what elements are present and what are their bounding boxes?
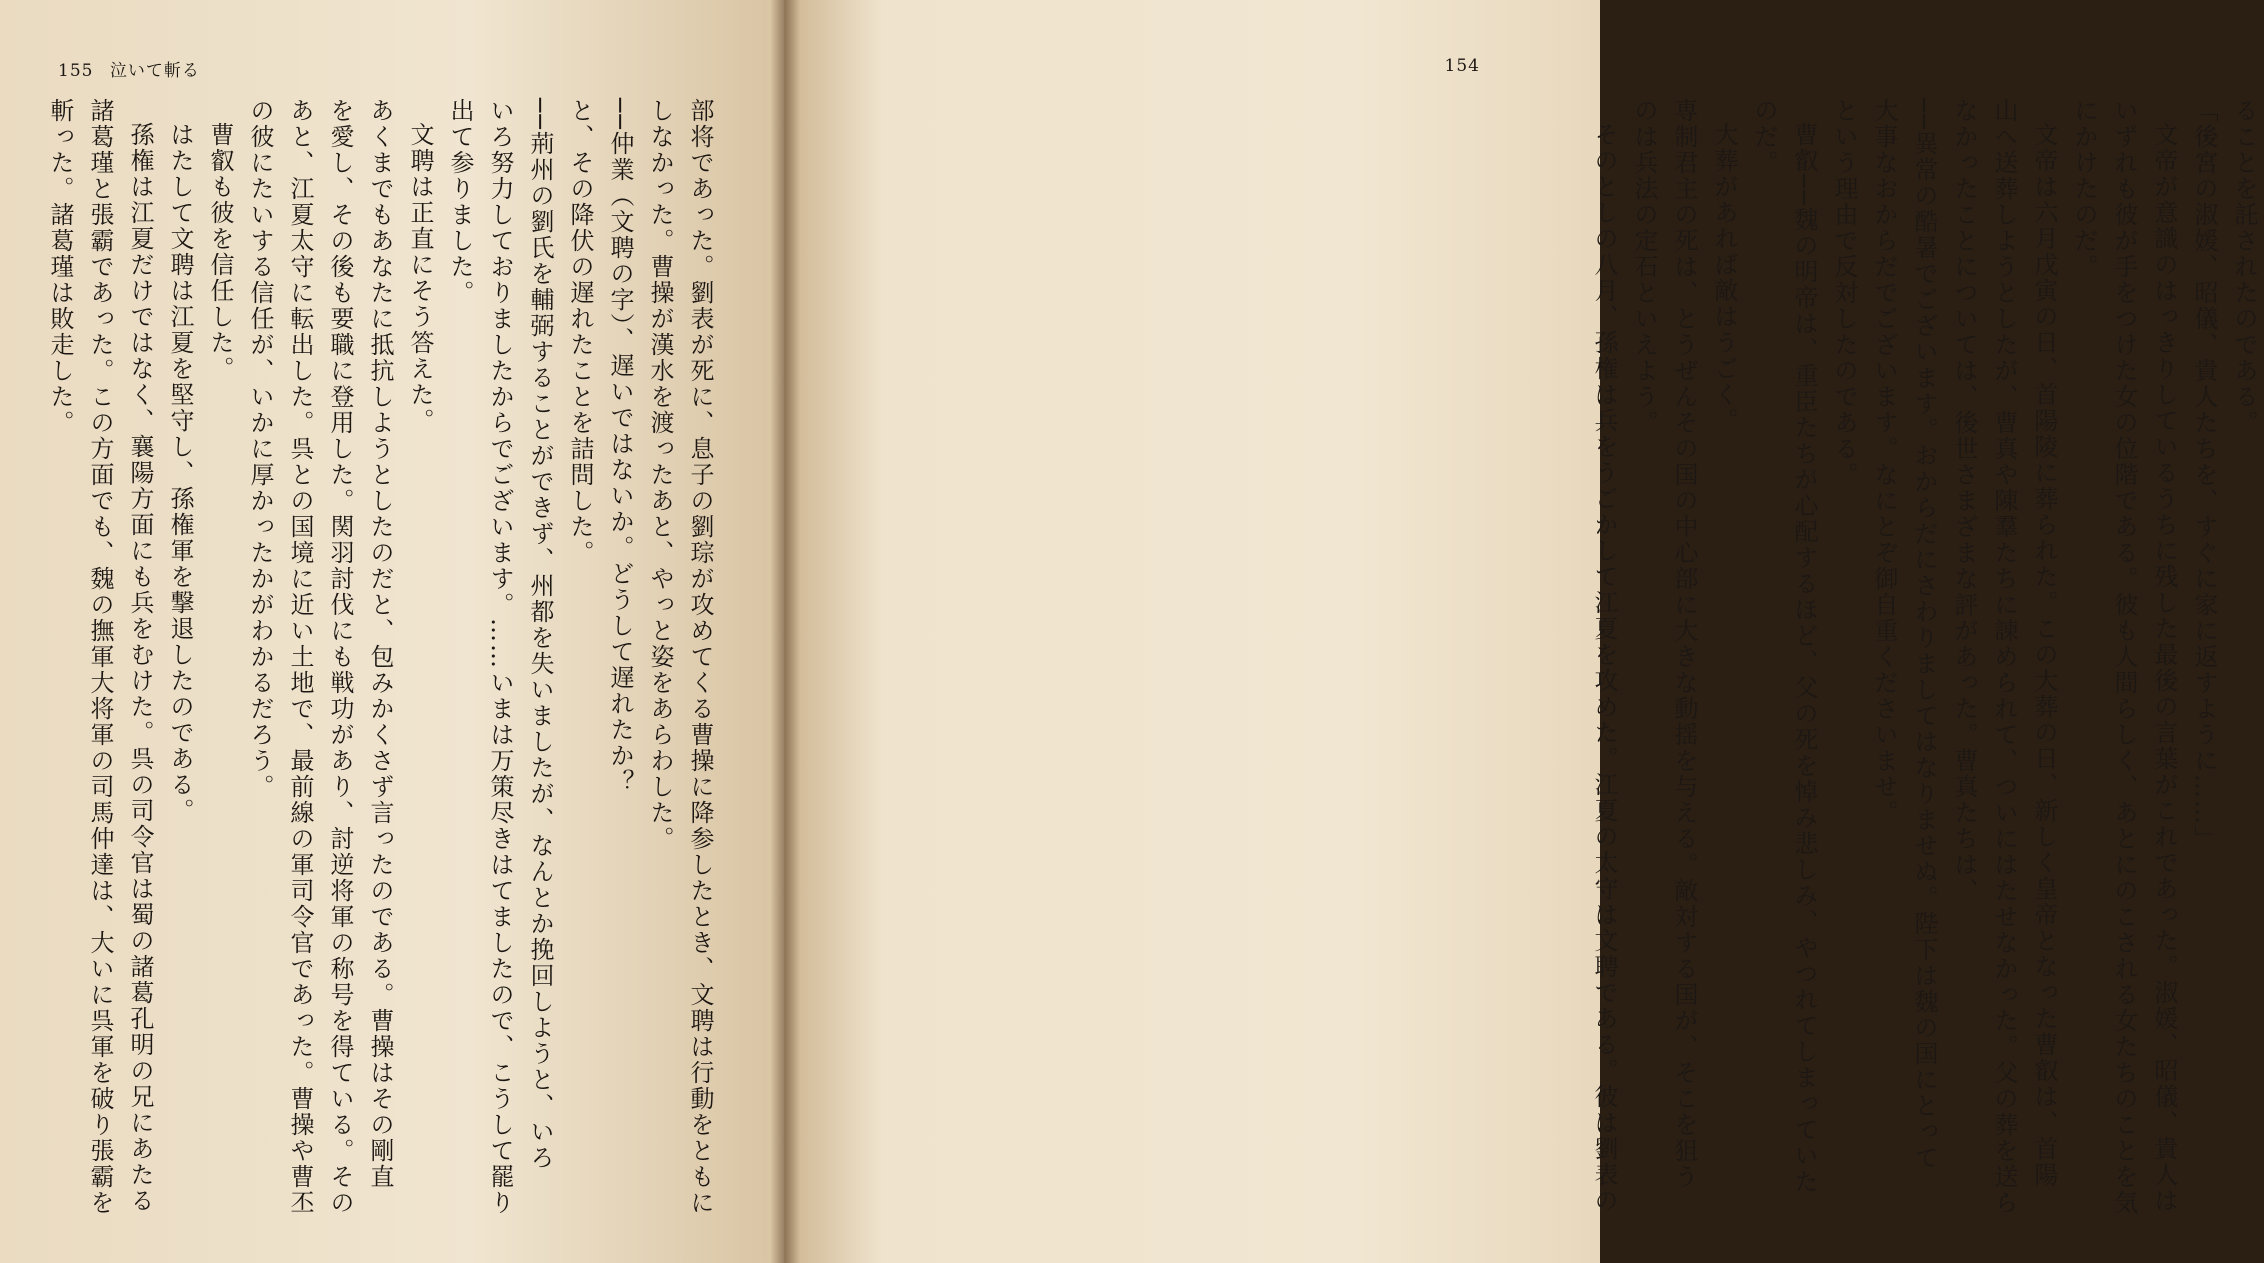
text-column: という理由で反対したのである。 xyxy=(1830,98,1858,488)
text-column: にかけたのだ。 xyxy=(2070,98,2098,280)
text-column: ──異常の酷暑でございます。おからだにさわりましてはなりませぬ。陛下は魏の国にとって xyxy=(1910,98,1938,1171)
text-column: と、その降伏の遅れたことを詰問した。 xyxy=(566,98,594,566)
text-column: 「後宮の淑媛、昭儀、貴人たちを、すぐに家に返すように……」 xyxy=(2190,98,2218,852)
running-head: 泣いて斬る xyxy=(109,61,200,81)
text-column: ることを託されたのである。 xyxy=(2230,98,2258,436)
right-page-text xyxy=(1590,98,2264,1216)
left-page-header xyxy=(58,56,200,81)
text-column: しなかった。曹操が漢水を渡ったあと、やっと姿をあらわした。 xyxy=(646,98,674,852)
right-page xyxy=(784,0,2258,1263)
text-column: 専制君主の死は、とうぜんその国の中心部に大きな動揺を与える。敵対する国が、そこを狙う xyxy=(1670,98,1698,1190)
text-column: 諸葛瑾と張霸であった。この方面でも、魏の撫軍大将軍の司馬仲達は、大いに呉軍を破り張霸を xyxy=(86,98,114,1216)
text-column: はたして文聘は江夏を堅守し、孫権軍を撃退したのである。 xyxy=(166,122,194,824)
text-column: 出て参りました。 xyxy=(446,98,474,306)
text-column: ──荊州の劉氏を輔弼することができず、州都を失いましたが、なんとか挽回しようと、いろ xyxy=(526,98,554,1171)
text-column: なかったことについては、後世さまざまな評があった。曹真たちは、 xyxy=(1950,98,1978,904)
text-column: 大事なおからだでございます。なにとぞ御自重くださいませ。 xyxy=(1870,98,1898,826)
text-column: 斬った。諸葛瑾は敗走した。 xyxy=(46,98,74,436)
text-column: いずれも彼が手をつけた女の位階である。彼も人間らしく、あとにのこされる女たちのことを気 xyxy=(2110,98,2138,1216)
right-page-header xyxy=(1445,56,1480,76)
text-column: 文帝が意識のはっきりしているうちに残した最後の言葉がこれであった。淑媛、昭儀、貴人は xyxy=(2150,122,2178,1214)
text-column: 曹叡も彼を信任した。 xyxy=(206,122,234,382)
left-page-number: 155 xyxy=(58,61,94,81)
text-column: 部将であった。劉表が死に、息子の劉琮が攻めてくる曹操に降参したとき、文聘は行動をともに xyxy=(686,98,714,1216)
text-column: を愛し、その後も要職に登用した。関羽討伐にも戦功があり、討逆将軍の称号を得ている。その xyxy=(326,98,354,1216)
text-column: 文聘は正直にそう答えた。 xyxy=(406,122,434,434)
book-gutter xyxy=(770,0,800,1263)
right-page-number: 154 xyxy=(1444,56,1480,76)
text-column: いろ努力しておりましたからでございます。……いまは万策尽きはてましたので、こうして罷り xyxy=(486,98,514,1216)
text-column: のだ。 xyxy=(1750,98,1778,176)
text-column: あと、江夏太守に転出した。呉との国境に近い土地で、最前線の軍司令官であった。曹操や曹丕 xyxy=(286,98,314,1216)
text-column: 曹叡──魏の明帝は、重臣たちが心配するほど、父の死を悼み悲しみ、やつれてしまっていた xyxy=(1790,122,1818,1195)
text-column: 文帝は六月戊寅の日、首陽陵に葬られた。この大葬の日、新しく皇帝となった曹叡は、首陽 xyxy=(2030,122,2058,1188)
text-column: のは兵法の定石といえよう。 xyxy=(1630,98,1658,436)
text-column: 山へ送葬しようとしたが、曹真や陳羣たちに諫められて、ついにはたせなかった。父の葬を送ら xyxy=(1990,98,2018,1216)
text-column: あくまでもあなたに抵抗しようとしたのだと、包みかくさず言ったのである。曹操はその剛直 xyxy=(366,98,394,1190)
text-column: 孫権は江夏だけではなく、襄陽方面にも兵をむけた。呉の司令官は蜀の諸葛孔明の兄にあたる xyxy=(126,122,154,1214)
left-page-text xyxy=(46,98,720,1216)
text-column: の彼にたいする信任が、いかに厚かったかがわかるだろう。 xyxy=(246,98,274,800)
left-page xyxy=(0,0,784,1263)
text-column: 大葬があれば敵はうごく。 xyxy=(1710,122,1738,434)
text-column: そのとしの八月、孫権は兵をうごかして江夏を攻めた。江夏の太守は文聘である。彼は劉表の xyxy=(1590,122,1618,1214)
text-column: ──仲業（文聘の字）、遅いではないか。どうして遅れたか？ xyxy=(606,98,634,795)
